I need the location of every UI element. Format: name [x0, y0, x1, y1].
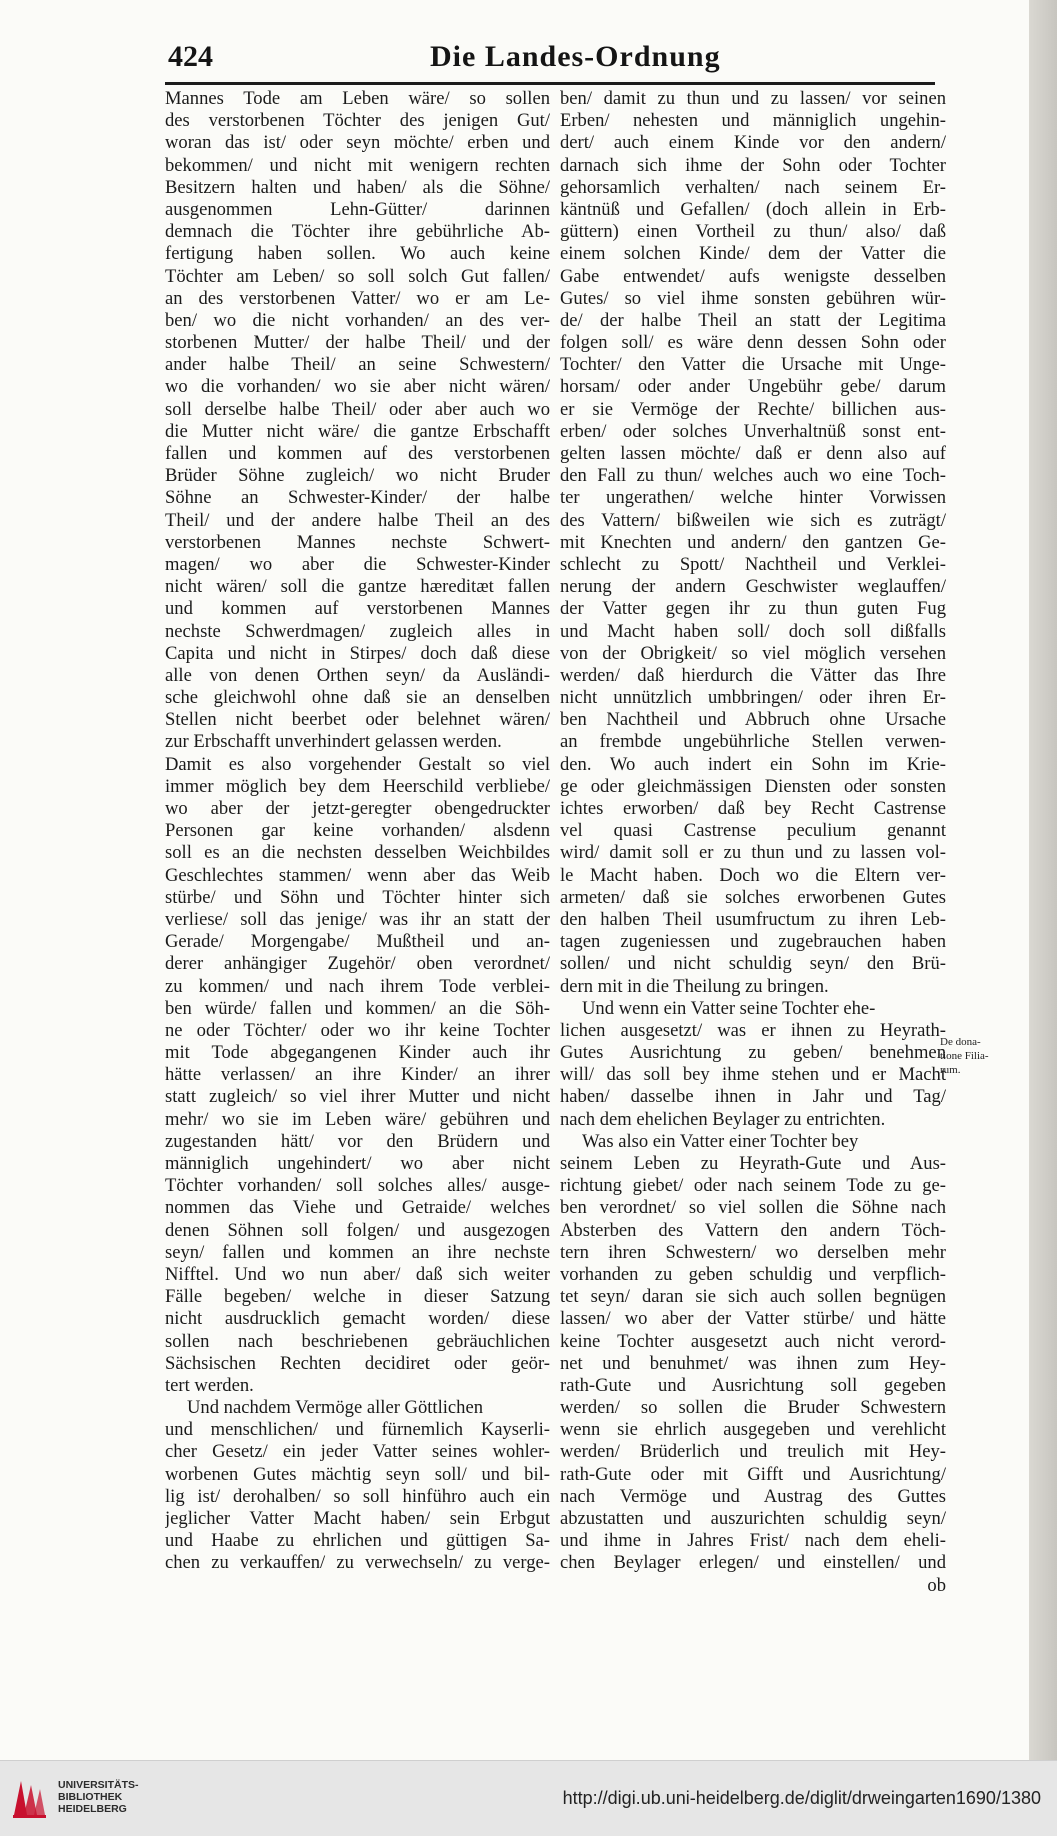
text-line: ichtes erworben/ daß bey Recht Castrense	[560, 798, 946, 819]
right-column	[560, 88, 946, 1597]
text-line: tagen zugeniessen und zugebrauchen haben	[560, 931, 946, 953]
text-line: mit Knechten und andern/ den gantzen Ge-	[560, 531, 946, 553]
text-line: güttern) einen Vortheil zu thun/ also/ daß	[560, 221, 946, 243]
text-line: der Vatter gegen ihr zu thun guten Fug	[560, 598, 946, 620]
text-line: Töchter am Leben/ so soll solch Gut fallen/	[165, 265, 550, 287]
text-line: magen/ wo aber die Schwester-Kinder	[165, 553, 550, 575]
text-line: le Macht haben. Doch wo die Eltern ver-	[560, 864, 946, 886]
library-name-line: UNIVERSITÄTS-	[58, 1779, 139, 1791]
text-line: tern ihren Schwestern/ wo derselben mehr	[560, 1241, 946, 1263]
text-line: den. Wo auch indert ein Sohn im Krie-	[560, 753, 946, 775]
text-line: nicht ausdrucklich gemacht worden/ diese	[165, 1308, 550, 1330]
text-line: Söhne an Schwester-Kinder/ der halbe	[165, 487, 550, 509]
text-line: an des verstorbenen Vatter/ wo er am Le-	[165, 287, 550, 309]
text-line: fallen und kommen auf des verstorbenen	[165, 443, 550, 464]
catchword: ob	[927, 1574, 946, 1596]
source-url-link[interactable]: http://digi.ub.uni-heidelberg.de/diglit/drweingarten1690/1380	[562, 1788, 1041, 1808]
text-line: wird/ damit soll er zu thun und zu lassen vol-	[560, 842, 946, 864]
text-line: rath-Gute und Ausrichtung soll gegeben	[560, 1374, 946, 1396]
text-line: die Mutter nicht wäre/ die gantze Erbschafft	[165, 420, 550, 442]
text-line: den Fall zu thun/ welches auch wo eine Toch-	[560, 465, 946, 487]
text-line: Gutes Ausrichtung zu geben/ benehmen	[560, 1042, 946, 1064]
text-line: und menschlichen/ und fürnemlich Kayserli-	[165, 1419, 550, 1441]
text-line: soll derselbe halbe Theil/ oder aber auch wo	[165, 398, 550, 420]
text-line: männiglich ungehindert/ wo aber nicht	[165, 1153, 550, 1174]
text-line: de/ der halbe Theil an statt der Legitima	[560, 309, 946, 331]
text-line: cher Gesetz/ ein jeder Vatter seines wohler-	[165, 1441, 550, 1463]
text-line: Nifftel. Und wo nun aber/ daß sich weiter	[165, 1263, 550, 1285]
text-line: von der Obrigkeit/ so viel möglich versehen	[560, 642, 946, 664]
margin-note-line: tione Filia-	[940, 1050, 989, 1062]
text-line: vorhanden zu geben schuldig und verpflich-	[560, 1263, 946, 1285]
text-line: lichen ausgesetzt/ was er ihnen zu Heyrath-	[560, 1019, 946, 1041]
text-line: ander halbe Theil/ an seine Schwestern/	[165, 354, 550, 376]
margin-note-line: De dona-	[940, 1036, 981, 1048]
text-line: sollen nach beschriebenen gebräuchlichen	[165, 1330, 550, 1352]
text-line: zugestanden hätt/ vor den Brüdern und	[165, 1130, 550, 1152]
text-line: richtung giebet/ oder nach seinem Tode zu ge-	[560, 1175, 946, 1197]
text-line: ben würde/ fallen und kommen/ an die Söh-	[165, 997, 550, 1019]
text-line: derer anhängiger Zugehör/ oben verordnet/	[165, 953, 550, 975]
text-line: Theil/ und der andere halbe Theil an des	[165, 509, 550, 531]
text-line: rath-Gute oder mit Gifft und Ausrichtung/	[560, 1463, 946, 1485]
text-line: Tochter/ den Vatter die Ursache mit Unge-	[560, 354, 946, 376]
text-line: folgen soll/ es wäre denn dessen Sohn oder	[560, 332, 946, 354]
text-line: tert werden.	[165, 1374, 254, 1396]
text-line: storbenen Mutter/ der halbe Theil/ und der	[165, 332, 550, 354]
text-line: ge oder gleichmässigen Diensten oder sonsten	[560, 775, 946, 797]
text-line: Töchter vorhanden/ soll solches alles/ ausge-	[165, 1175, 550, 1197]
text-line: gehorsamlich verhalten/ nach seinem Er-	[560, 176, 946, 198]
text-line: lassen/ wo aber der Vatter stürbe/ und hätte	[560, 1308, 946, 1330]
text-line: Absterben des Vattern den andern Töch-	[560, 1219, 946, 1241]
text-line: käntnüß und Gefallen/ (doch allein in Erb-	[560, 198, 946, 220]
text-line: schlecht zu Spott/ Nachtheil und Verklei-	[560, 553, 946, 575]
text-line: Und nachdem Vermöge aller Göttlichen	[187, 1397, 484, 1419]
left-column	[165, 88, 550, 1575]
text-line: Gabe entwendet/ aufs wenigste desselben	[560, 265, 946, 287]
text-line: haben/ dasselbe ihnen in Jahr und Tag/	[560, 1086, 946, 1108]
text-line: und ihme in Jahres Frist/ nach dem eheli-	[560, 1530, 946, 1552]
text-line: ben verordnet/ so viel sollen die Söhne nach	[560, 1197, 946, 1219]
text-line: nerung der andern Geschwister weglauffen/	[560, 576, 946, 598]
text-line: gelten lassen möchte/ daß er denn also auf	[560, 443, 946, 464]
text-line: woran das ist/ oder seyn möchte/ erben und	[165, 132, 550, 154]
text-line: sollen/ und nicht schuldig seyn/ den Brü-	[560, 953, 946, 975]
text-line: fertigung haben sollen. Wo auch keine	[165, 243, 550, 265]
text-line: zu kommen/ und nach ihrem Tode verblei-	[165, 975, 550, 997]
text-line: verstorbenen Mannes nechste Schwert-	[165, 531, 550, 553]
text-line: jeglicher Vatter Macht haben/ sein Erbgut	[165, 1508, 550, 1529]
text-line: sche gleichwohl ohne daß sie an denselben	[165, 687, 550, 709]
text-line: ben/ damit zu thun und zu lassen/ vor seinen	[560, 88, 946, 109]
text-line: alle von denen Orthen seyn/ da Ausländi-	[165, 664, 550, 686]
text-line: des Vattern/ bißweilen wie sich es zuträgt/	[560, 509, 946, 531]
text-line: Erben/ nehesten und männiglich ungehin-	[560, 110, 946, 132]
text-line: Personen gar keine vorhanden/ alsdenn	[165, 820, 550, 842]
text-line: wenn sie ehrlich ausgegeben und verehlicht	[560, 1419, 946, 1441]
text-line: Damit es also vorgehender Gestalt so viel	[165, 753, 550, 775]
text-line: chen Beylager erlegen/ und einstellen/ und	[560, 1552, 946, 1574]
text-line: ausgenommen Lehn-Gütter/ darinnen	[165, 198, 550, 220]
text-line: Fälle begeben/ welche in dieser Satzung	[165, 1286, 550, 1308]
text-line: vel quasi Castrense peculium genannt	[560, 820, 946, 842]
text-line: immer möglich bey dem Heerschild verbliebe/	[165, 775, 550, 797]
text-line: will/ das soll bey ihme stehen und er Macht	[560, 1064, 946, 1086]
text-line: Besitzern halten und haben/ als die Söhne/	[165, 176, 550, 198]
text-line: nechste Schwerdmagen/ zugleich alles in	[165, 620, 550, 642]
university-seal-icon[interactable]	[10, 1775, 48, 1821]
text-line: nicht unnützlich umbbringen/ oder ihren Er-	[560, 687, 946, 709]
text-line: Capita und nicht in Stirpes/ doch daß diese	[165, 642, 550, 664]
text-line: und kommen auf verstorbenen Mannes	[165, 598, 550, 620]
text-line: nicht wären/ soll die gantze hæreditæt fallen	[165, 576, 550, 598]
text-line: chen zu verkauffen/ zu verwechseln/ zu verge-	[165, 1552, 550, 1574]
text-line: verliese/ soll das jenige/ was ihr an statt der	[165, 908, 550, 930]
text-line: wo aber der jetzt-geregter obengedruckter	[165, 798, 550, 819]
text-line: denen Söhnen soll folgen/ und ausgezogen	[165, 1219, 550, 1241]
text-line: Gerade/ Morgengabe/ Mußtheil und an-	[165, 931, 550, 953]
text-line: darnach sich ihme der Sohn oder Tochter	[560, 154, 946, 176]
text-line: stürbe/ und Söhn und Töchter hinter sich	[165, 886, 550, 908]
text-line: zur Erbschafft unverhindert gelassen werden.	[165, 731, 502, 753]
text-line: Und wenn ein Vatter seine Tochter ehe-	[582, 997, 876, 1019]
running-head: Die Landes-Ordnung	[430, 40, 721, 73]
text-line: und Macht haben soll/ doch soll dißfalls	[560, 620, 946, 642]
margin-note-line: rum.	[940, 1064, 961, 1076]
text-line: worbenen Gutes mächtig seyn soll/ und bil-	[165, 1463, 550, 1485]
text-line: Gutes/ so viel ihme sonsten gebühren wür-	[560, 287, 946, 309]
text-line: horsam/ oder ander Ungebühr gebe/ darum	[560, 376, 946, 398]
text-line: Was also ein Vatter einer Tochter bey	[582, 1130, 859, 1152]
text-line: erben/ oder solches Unverhaltnüß sonst ent-	[560, 420, 946, 442]
text-line: nach dem ehelichen Beylager zu entrichten.	[560, 1108, 886, 1130]
text-line: er sie Vermöge der Rechte/ billichen aus-	[560, 398, 946, 420]
text-line: werden/ so sollen die Bruder Schwestern	[560, 1397, 946, 1419]
text-line: tet seyn/ daran sie sich auch sollen begnügen	[560, 1286, 946, 1308]
text-line: armeten/ daß sie solches erworbenen Gutes	[560, 886, 946, 908]
text-line: seyn/ fallen und kommen an ihre nechste	[165, 1241, 550, 1263]
text-line: seinem Leben zu Heyrath-Gute und Aus-	[560, 1153, 946, 1174]
text-line: mehr/ wo sie im Leben wäre/ gebühren und	[165, 1108, 550, 1130]
library-name-line: HEIDELBERG	[58, 1803, 127, 1815]
library-name[interactable]	[58, 1779, 139, 1815]
text-line: hätte verlassen/ an ihre Kinder/ an ihrer	[165, 1064, 550, 1086]
text-line: ne oder Töchter/ oder wo ihr keine Tochter	[165, 1019, 550, 1041]
text-line: Brüder Söhne zugleich/ wo nicht Bruder	[165, 465, 550, 487]
text-line: bekommen/ und nicht mit wenigern rechten	[165, 154, 550, 176]
text-line: ben/ wo die nicht vorhanden/ an des ver-	[165, 309, 550, 331]
text-line: net und benuhmet/ was ihnen zum Hey-	[560, 1352, 946, 1374]
text-line: lig ist/ derohalben/ so soll hinführo auch ein	[165, 1485, 550, 1507]
text-line: soll es an die nechsten desselben Weichbildes	[165, 842, 550, 864]
text-line: Geschlechtes stammen/ wenn aber das Weib	[165, 864, 550, 886]
text-line: ter ungerathen/ welche hinter Vorwissen	[560, 487, 946, 509]
page-edge-shadow	[1029, 0, 1057, 1760]
text-line: werden/ Brüderlich und treulich mit Hey-	[560, 1441, 946, 1463]
page-number: 424	[168, 40, 213, 73]
text-line: wo die vorhanden/ wo sie aber nicht wären/	[165, 376, 550, 398]
text-line: den halben Theil usumfructum zu ihren Leb-	[560, 908, 946, 930]
text-line: keine Tochter ausgesetzt auch nicht verord-	[560, 1330, 946, 1352]
margin-note	[940, 1035, 1000, 1077]
text-line: an frembde ungebührliche Stellen verwen-	[560, 731, 946, 753]
text-line: nommen das Viehe und Getraide/ welches	[165, 1197, 550, 1219]
text-line: Sächsischen Rechten decidiret oder geör-	[165, 1352, 550, 1374]
text-line: statt zugleich/ so viel ihrer Mutter und nicht	[165, 1086, 550, 1108]
text-line: nach Vermöge und Austrag des Guttes	[560, 1485, 946, 1507]
viewer-footer	[0, 1760, 1057, 1836]
text-line: dert/ auch einem Kinde vor den andern/	[560, 132, 946, 154]
text-line: ben Nachtheil und Abbruch ohne Ursache	[560, 709, 946, 731]
text-line: mit Tode abgegangenen Kinder auch ihr	[165, 1042, 550, 1064]
text-line: Mannes Tode am Leben wäre/ so sollen	[165, 88, 550, 109]
header-rule	[165, 82, 935, 85]
text-line: abzustatten und auszurichten schuldig seyn/	[560, 1508, 946, 1529]
text-line: und Haabe zu ehrlichen und güttigen Sa-	[165, 1530, 550, 1552]
text-line: werden/ daß hierdurch die Vätter das Ihre	[560, 664, 946, 686]
text-line: des verstorbenen Töchter des jenigen Gut/	[165, 110, 550, 132]
library-name-line: BIBLIOTHEK	[58, 1791, 123, 1803]
text-line: Stellen nicht beerbet oder belehnet wären/	[165, 709, 550, 731]
text-line: dern mit in die Theilung zu bringen.	[560, 975, 829, 997]
text-line: einem solchen Kinde/ dem der Vatter die	[560, 243, 946, 265]
text-line: demnach die Töchter ihre gebührliche Ab-	[165, 221, 550, 243]
